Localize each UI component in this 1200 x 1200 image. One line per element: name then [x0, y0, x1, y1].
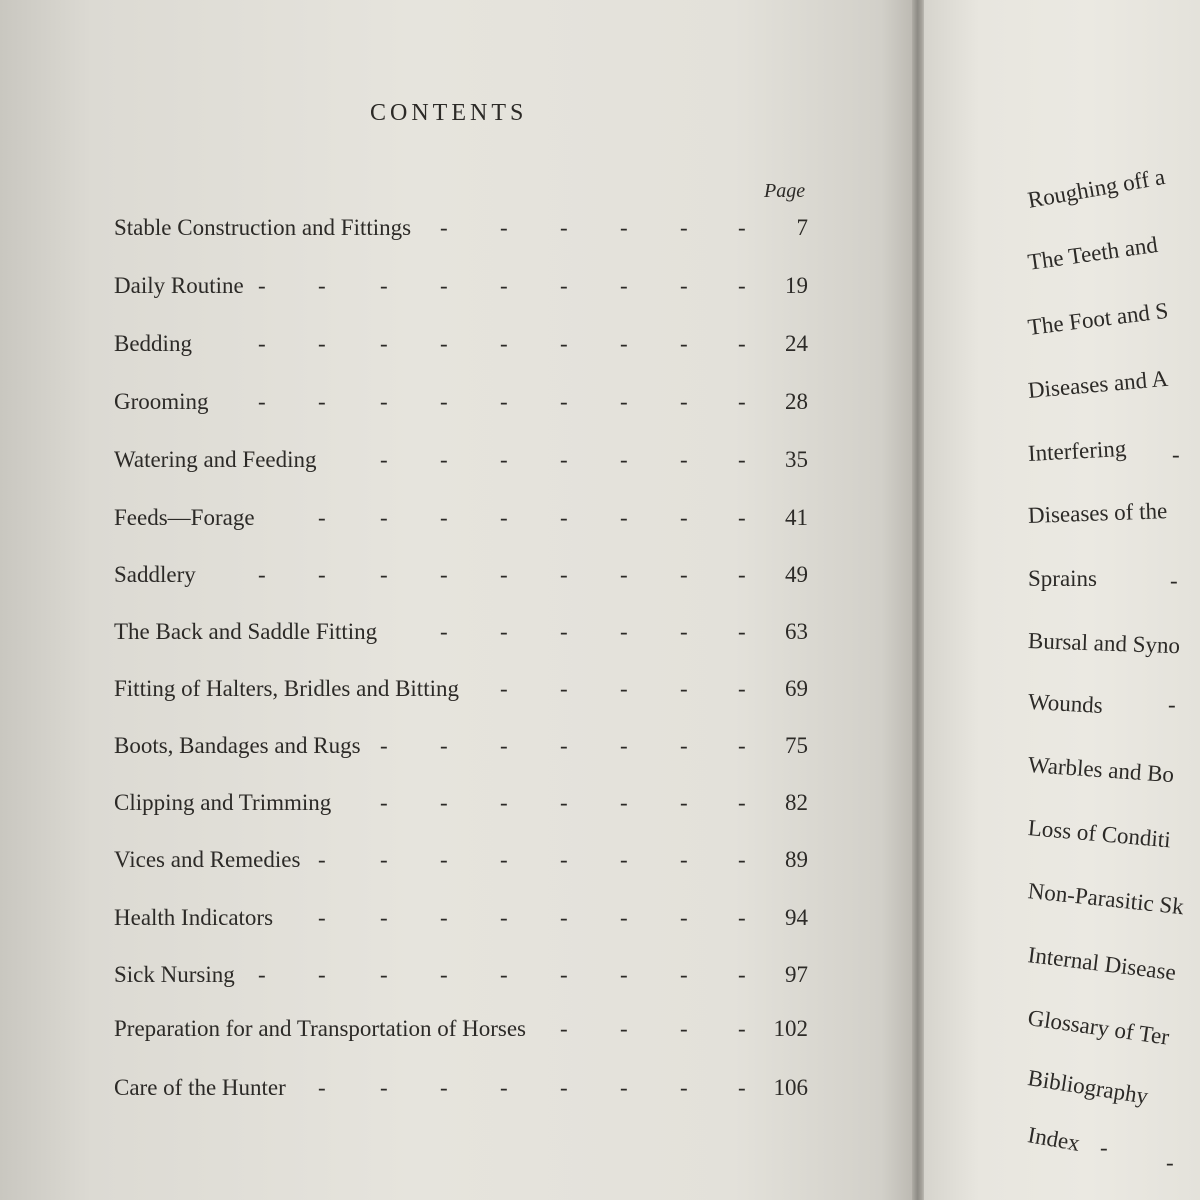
- leader-dash: -: [560, 1016, 568, 1041]
- right-toc-entry: Glossary of Ter: [1026, 1005, 1171, 1050]
- leader-dash: -: [500, 847, 508, 872]
- toc-entry: [114, 676, 808, 706]
- right-toc-entry: Warbles and Bo: [1027, 752, 1175, 788]
- leader-dash: -: [380, 505, 388, 530]
- leader-dash: -: [680, 962, 688, 987]
- toc-entry-page: 7: [796, 215, 808, 240]
- toc-entry-page: 41: [785, 505, 808, 530]
- leader-dash: -: [440, 847, 448, 872]
- toc-entry-page: 63: [785, 619, 808, 644]
- leader-dash: -: [620, 389, 628, 414]
- toc-entry-page: 24: [785, 331, 808, 356]
- leader-dash: -: [318, 1075, 326, 1100]
- right-toc-entry: Diseases and A: [1026, 365, 1170, 403]
- leader-dash: -: [620, 505, 628, 530]
- leader-dash: -: [440, 905, 448, 930]
- leader-dash: -: [258, 562, 266, 587]
- toc-entry-title: Preparation for and Transportation of Horses: [114, 1016, 527, 1041]
- toc-entry: [114, 962, 808, 992]
- leader-dash: -: [258, 962, 266, 987]
- toc-entry: [114, 273, 808, 303]
- leader-dash: -: [380, 905, 388, 930]
- leader-dash: -: [500, 905, 508, 930]
- leader-dash: -: [738, 619, 746, 644]
- leader-dash: -: [738, 447, 746, 472]
- right-leader-dash: -: [1172, 442, 1180, 467]
- leader-dash: -: [380, 447, 388, 472]
- right-leader-dash: -: [1100, 1135, 1108, 1160]
- toc-entry: [114, 505, 808, 535]
- leader-dash: -: [620, 962, 628, 987]
- right-toc-entry: Sprains: [1028, 566, 1097, 591]
- right-toc-entry: Non-Parasitic Sk: [1026, 878, 1186, 920]
- leader-dash: -: [738, 1016, 746, 1041]
- leader-dash: -: [680, 331, 688, 356]
- leader-dash: -: [560, 790, 568, 815]
- leader-dash: -: [560, 733, 568, 758]
- toc-entry-title: Vices and Remedies: [114, 847, 301, 872]
- right-leader-dash: -: [1166, 1150, 1174, 1175]
- leader-dash: -: [680, 733, 688, 758]
- toc-entry-title: The Back and Saddle Fitting: [114, 619, 378, 644]
- leader-dash: -: [560, 562, 568, 587]
- toc-entry: [114, 215, 808, 245]
- leader-dash: -: [318, 562, 326, 587]
- leader-dash: -: [560, 273, 568, 298]
- right-toc-entry: Interfering: [1027, 435, 1127, 466]
- leader-dash: -: [620, 676, 628, 701]
- leader-dash: -: [738, 505, 746, 530]
- right-toc-entry: Bibliography: [1026, 1065, 1150, 1109]
- leader-dash: -: [680, 905, 688, 930]
- leader-dash: -: [500, 447, 508, 472]
- leader-dash: -: [500, 215, 508, 240]
- right-page: [924, 0, 1200, 1200]
- right-toc-entry: Bursal and Syno: [1027, 628, 1181, 659]
- right-leader-dash: -: [1170, 568, 1178, 593]
- leader-dash: -: [620, 447, 628, 472]
- leader-dash: -: [620, 273, 628, 298]
- leader-dash: -: [620, 1016, 628, 1041]
- leader-dash: -: [380, 273, 388, 298]
- leader-dash: -: [500, 1075, 508, 1100]
- leader-dash: -: [258, 273, 266, 298]
- leader-dash: -: [440, 733, 448, 758]
- leader-dash: -: [440, 619, 448, 644]
- leader-dash: -: [738, 905, 746, 930]
- toc-entry-page: 106: [773, 1075, 808, 1100]
- leader-dash: -: [440, 389, 448, 414]
- leader-dash: -: [500, 790, 508, 815]
- leader-dash: -: [738, 273, 746, 298]
- right-leader-dash: -: [1168, 692, 1176, 717]
- leader-dash: -: [380, 962, 388, 987]
- toc-entry-title: Health Indicators: [114, 905, 274, 930]
- leader-dash: -: [680, 562, 688, 587]
- contents-heading: CONTENTS: [370, 100, 528, 126]
- leader-dash: -: [560, 447, 568, 472]
- toc-entry: [114, 1016, 808, 1046]
- leader-dash: -: [560, 1075, 568, 1100]
- toc-entry-title: Sick Nursing: [114, 962, 235, 987]
- leader-dash: -: [620, 331, 628, 356]
- right-toc-entry: Wounds: [1027, 689, 1104, 718]
- toc-entry-title: Grooming: [114, 389, 209, 414]
- leader-dash: -: [738, 847, 746, 872]
- leader-dash: -: [440, 1075, 448, 1100]
- leader-dash: -: [318, 962, 326, 987]
- leader-dash: -: [680, 389, 688, 414]
- leader-dash: -: [258, 389, 266, 414]
- leader-dash: -: [738, 1075, 746, 1100]
- leader-dash: -: [318, 331, 326, 356]
- leader-dash: -: [560, 331, 568, 356]
- leader-dash: -: [680, 1075, 688, 1100]
- leader-dash: -: [500, 273, 508, 298]
- leader-dash: -: [620, 215, 628, 240]
- right-toc-entry: The Teeth and: [1026, 231, 1160, 275]
- leader-dash: -: [620, 733, 628, 758]
- toc-entry-title: Care of the Hunter: [114, 1075, 286, 1100]
- leader-dash: -: [318, 847, 326, 872]
- toc-entry: [114, 847, 808, 877]
- leader-dash: -: [680, 215, 688, 240]
- toc-entry-title: Stable Construction and Fittings: [114, 215, 412, 240]
- leader-dash: -: [738, 331, 746, 356]
- leader-dash: -: [620, 790, 628, 815]
- leader-dash: -: [500, 331, 508, 356]
- toc-entry-title: Daily Routine: [114, 273, 244, 298]
- leader-dash: -: [560, 619, 568, 644]
- leader-dash: -: [380, 790, 388, 815]
- toc-entry-title: Watering and Feeding: [114, 447, 317, 472]
- leader-dash: -: [500, 733, 508, 758]
- toc-entry: [114, 1075, 808, 1105]
- leader-dash: -: [380, 389, 388, 414]
- toc-entry-page: 97: [785, 962, 808, 987]
- right-toc-entry: Diseases of the: [1027, 498, 1168, 528]
- toc-entry-page: 69: [785, 676, 808, 701]
- leader-dash: -: [500, 389, 508, 414]
- leader-dash: -: [680, 273, 688, 298]
- toc-entry: [114, 562, 808, 592]
- leader-dash: -: [680, 619, 688, 644]
- toc-entry-page: 89: [785, 847, 808, 872]
- leader-dash: -: [500, 676, 508, 701]
- leader-dash: -: [680, 790, 688, 815]
- leader-dash: -: [620, 1075, 628, 1100]
- toc-entry: [114, 733, 808, 763]
- toc-entry-page: 102: [773, 1016, 808, 1041]
- toc-entry: [114, 447, 808, 477]
- leader-dash: -: [738, 215, 746, 240]
- toc-entry-page: 94: [785, 905, 808, 930]
- leader-dash: -: [440, 215, 448, 240]
- leader-dash: -: [440, 331, 448, 356]
- leader-dash: -: [500, 962, 508, 987]
- toc-entry-title: Feeds—Forage: [114, 505, 255, 530]
- leader-dash: -: [738, 790, 746, 815]
- leader-dash: -: [620, 619, 628, 644]
- toc-entry: [114, 905, 808, 935]
- toc-entry-title: Clipping and Trimming: [114, 790, 332, 815]
- leader-dash: -: [680, 676, 688, 701]
- toc-entry: [114, 619, 808, 649]
- leader-dash: -: [380, 562, 388, 587]
- toc-entry-title: Bedding: [114, 331, 192, 356]
- leader-dash: -: [560, 215, 568, 240]
- leader-dash: -: [560, 676, 568, 701]
- toc-entry-title: Fitting of Halters, Bridles and Bitting: [114, 676, 459, 701]
- toc-entry-title: Saddlery: [114, 562, 196, 587]
- leader-dash: -: [620, 562, 628, 587]
- leader-dash: -: [620, 905, 628, 930]
- leader-dash: -: [440, 273, 448, 298]
- leader-dash: -: [380, 1075, 388, 1100]
- leader-dash: -: [318, 505, 326, 530]
- leader-dash: -: [680, 847, 688, 872]
- toc-entry-page: 49: [785, 562, 808, 587]
- right-toc-entry: Roughing off a: [1025, 164, 1167, 213]
- leader-dash: -: [680, 447, 688, 472]
- leader-dash: -: [440, 562, 448, 587]
- page-column-label: Page: [764, 180, 806, 202]
- leader-dash: -: [500, 619, 508, 644]
- leader-dash: -: [620, 847, 628, 872]
- leader-dash: -: [560, 847, 568, 872]
- right-page-contents: [924, 0, 1200, 1200]
- leader-dash: -: [560, 505, 568, 530]
- leader-dash: -: [560, 389, 568, 414]
- leader-dash: -: [258, 331, 266, 356]
- leader-dash: -: [680, 505, 688, 530]
- leader-dash: -: [318, 273, 326, 298]
- leader-dash: -: [440, 962, 448, 987]
- leader-dash: -: [738, 676, 746, 701]
- leader-dash: -: [318, 905, 326, 930]
- leader-dash: -: [380, 847, 388, 872]
- leader-dash: -: [738, 962, 746, 987]
- right-toc-entry: The Foot and S: [1026, 297, 1170, 340]
- toc-entry-title: Boots, Bandages and Rugs: [114, 733, 361, 758]
- leader-dash: -: [738, 389, 746, 414]
- leader-dash: -: [380, 733, 388, 758]
- leader-dash: -: [440, 790, 448, 815]
- toc-entry-page: 75: [785, 733, 808, 758]
- right-toc-entry: Loss of Conditi: [1026, 815, 1172, 853]
- toc-entry-page: 28: [785, 389, 808, 414]
- toc-entry: [114, 331, 808, 361]
- leader-dash: -: [318, 389, 326, 414]
- leader-dash: -: [560, 905, 568, 930]
- leader-dash: -: [738, 562, 746, 587]
- leader-dash: -: [500, 505, 508, 530]
- toc-entry: [114, 389, 808, 419]
- leader-dash: -: [380, 331, 388, 356]
- right-toc-entry: Internal Disease: [1026, 942, 1178, 986]
- leader-dash: -: [738, 733, 746, 758]
- toc-entry-page: 35: [785, 447, 808, 472]
- toc-entry-page: 82: [785, 790, 808, 815]
- leader-dash: -: [440, 505, 448, 530]
- leader-dash: -: [560, 962, 568, 987]
- leader-dash: -: [440, 447, 448, 472]
- toc-entry: [114, 790, 808, 820]
- toc-entry-page: 19: [785, 273, 808, 298]
- leader-dash: -: [680, 1016, 688, 1041]
- right-toc-entry: Index: [1025, 1122, 1082, 1156]
- leader-dash: -: [500, 562, 508, 587]
